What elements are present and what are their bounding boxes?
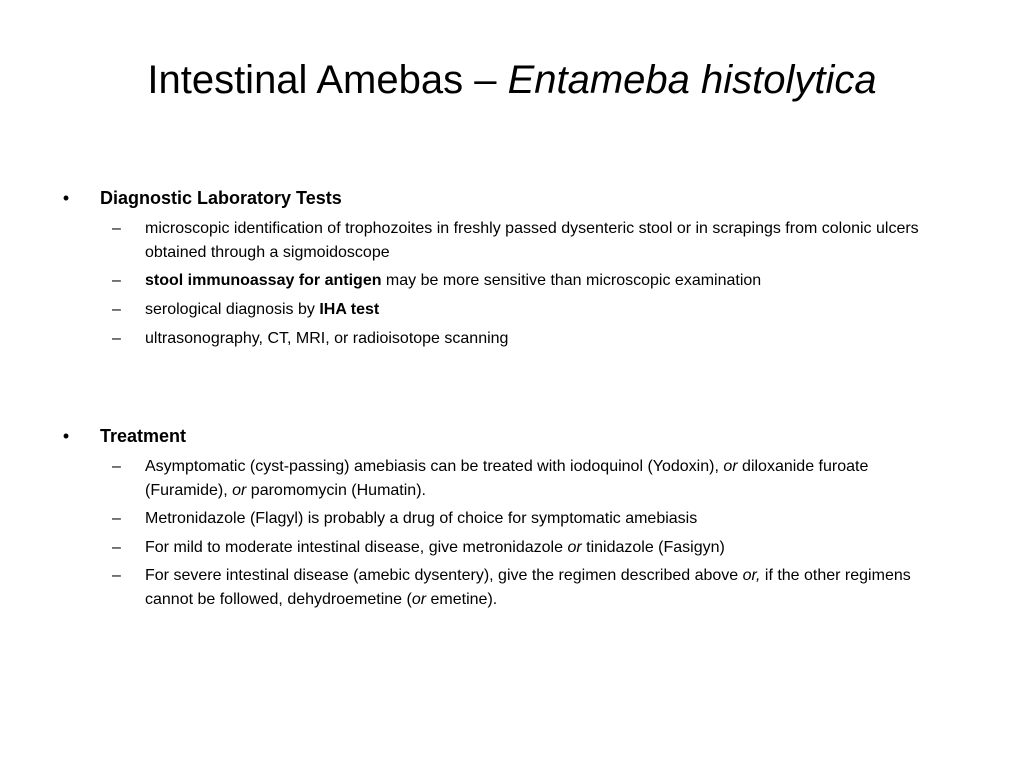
- sub-item-asymptomatic: [112, 455, 952, 503]
- sub-item-text: [145, 536, 952, 560]
- plain-phrase: For mild to moderate intestinal disease, give metronidazole: [145, 539, 568, 556]
- plain-phrase: For severe intestinal disease (amebic dysentery), give the regimen described above: [145, 567, 743, 584]
- sub-dash: –: [112, 330, 121, 347]
- sub-dash: –: [112, 567, 121, 584]
- sub-item-text: ultrasonography, CT, MRI, or radioisotope scanning: [145, 330, 509, 347]
- bullet-dot: •: [62, 426, 70, 446]
- plain-phrase: if the other regimens cannot be followed, dehydroemetine (: [145, 567, 911, 608]
- italic-phrase: or: [411, 591, 427, 608]
- sub-item-text: [145, 298, 952, 322]
- sub-item-immunoassay: [112, 269, 952, 293]
- title-italic: Entameba histolytica: [507, 58, 877, 102]
- section-heading-treatment: Treatment: [100, 426, 187, 446]
- plain-phrase: serological diagnosis by: [145, 301, 320, 318]
- italic-phrase: or: [723, 458, 738, 475]
- bullet-dot: •: [62, 188, 70, 208]
- plain-phrase: Asymptomatic (cyst-passing) amebiasis can be treated with iodoquinol (Yodoxin),: [145, 458, 724, 475]
- plain-phrase: emetine).: [426, 591, 498, 608]
- bold-phrase: IHA test: [319, 301, 380, 318]
- plain-phrase: diloxanide furoate (Furamide),: [145, 458, 869, 499]
- sub-item-text: [145, 455, 952, 503]
- sub-item-text: [145, 269, 952, 293]
- sub-item-imaging: [112, 327, 952, 351]
- sub-item-metronidazole: [112, 507, 952, 531]
- italic-phrase: or: [232, 482, 247, 499]
- sub-dash: –: [112, 458, 121, 475]
- sub-item-mild-disease: [112, 536, 952, 560]
- sub-item-text: Metronidazole (Flagyl) is probably a drug of choice for symptomatic amebiasis: [145, 510, 698, 527]
- sub-dash: –: [112, 301, 121, 318]
- sub-dash: –: [112, 272, 121, 289]
- sub-item-text: microscopic identification of trophozoites in freshly passed dysenteric stool or in scrapings from colonic ulcers obtained through a sigmoidoscope: [145, 220, 919, 261]
- sub-item-microscopic: [112, 217, 952, 265]
- italic-phrase: or: [567, 539, 582, 556]
- title-main: Intestinal Amebas –: [147, 58, 508, 102]
- sub-dash: –: [112, 539, 121, 556]
- sub-dash: –: [112, 220, 121, 237]
- plain-phrase: may be more sensitive than microscopic examination: [381, 272, 762, 289]
- sub-item-text: [145, 564, 952, 612]
- plain-phrase: paromomycin (Humatin).: [246, 482, 426, 499]
- sub-item-serological: [112, 298, 952, 322]
- section-heading-diagnostic: Diagnostic Laboratory Tests: [100, 188, 342, 208]
- sub-item-severe-disease: [112, 564, 952, 612]
- italic-phrase: or,: [742, 567, 761, 584]
- bold-phrase: stool immunoassay for antigen: [145, 272, 382, 289]
- sub-dash: –: [112, 510, 121, 527]
- plain-phrase: tinidazole (Fasigyn): [581, 539, 725, 556]
- slide-title: [0, 52, 1024, 108]
